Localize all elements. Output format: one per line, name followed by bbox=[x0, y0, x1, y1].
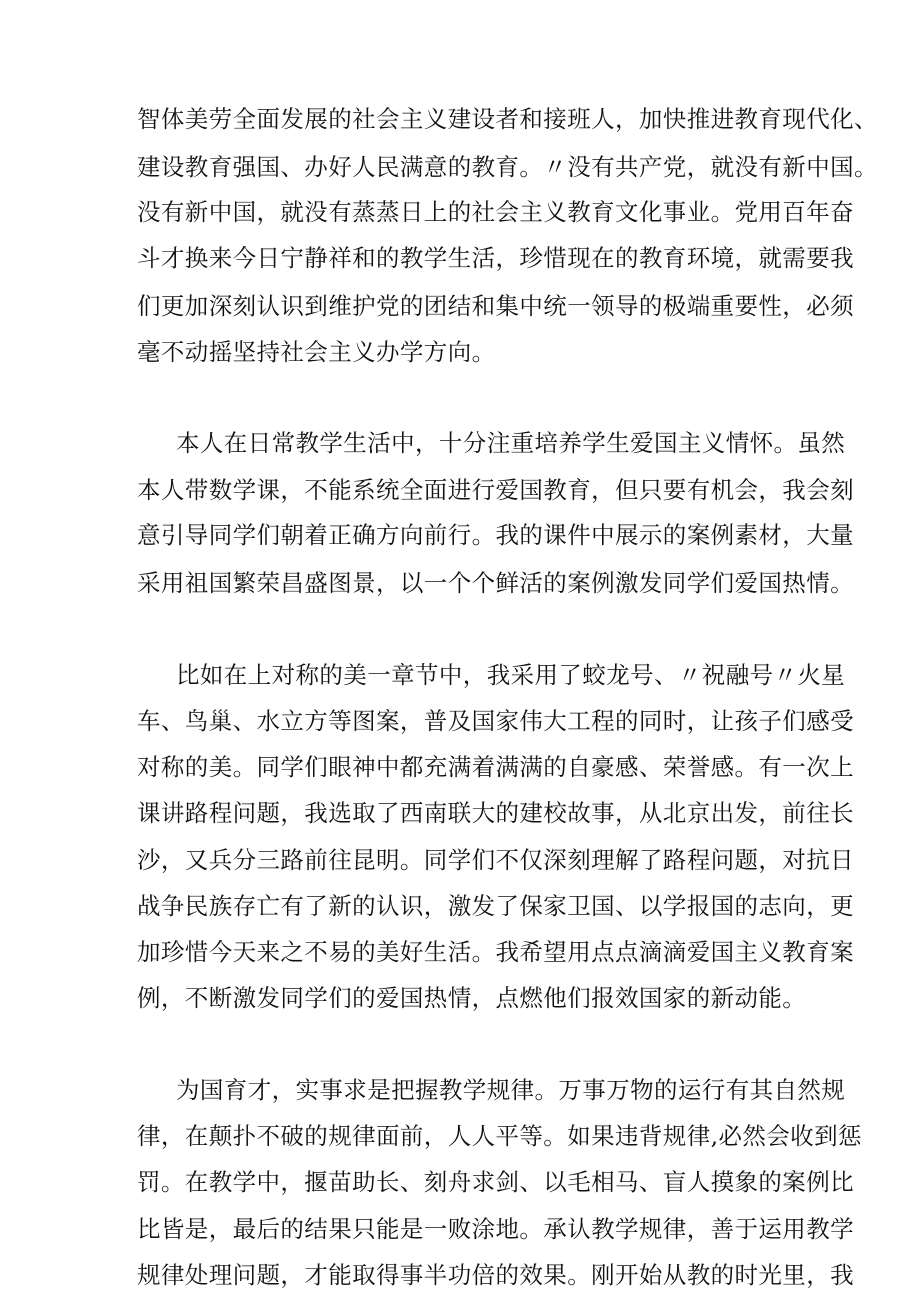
text-line: 沙，又兵分三路前往昆明。同学们不仅深刻理解了路程问题，对抗日 bbox=[137, 846, 854, 874]
text-line: 毫不动摇坚持社会主义办学方向。 bbox=[137, 338, 496, 366]
text-line: 们更加深刻认识到维护党的团结和集中统一领导的极端重要性，必须 bbox=[137, 292, 854, 320]
text-line: 例，不断激发同学们的爱国热情，点燃他们报效国家的新动能。 bbox=[137, 984, 807, 1012]
text-line: 对称的美。同学们眼神中都充满着满满的自豪感、荣誉感。有一次上 bbox=[137, 753, 854, 781]
text-line: 律，在颠扑不破的规律面前，人人平等。如果违背规律,必然会收到惩 bbox=[137, 1122, 862, 1150]
text-line: 没有新中国，就没有蒸蒸日上的社会主义教育文化事业。党用百年奋 bbox=[137, 198, 854, 226]
text-line: 规律处理问题，才能取得事半功倍的效果。刚开始从教的时光里，我 bbox=[137, 1261, 854, 1289]
text-line: 比皆是，最后的结果只能是一败涂地。承认教学规律，善于运用教学 bbox=[137, 1215, 854, 1243]
text-line: 采用祖国繁荣昌盛图景，以一个个鲜活的案例激发同学们爱国热情。 bbox=[137, 569, 854, 597]
text-line: 本人在日常教学生活中，十分注重培养学生爱国主义情怀。虽然 bbox=[176, 429, 846, 457]
text-line: 比如在上对称的美一章节中，我采用了蛟龙号、〃祝融号〃火星 bbox=[176, 661, 846, 689]
text-line: 车、鸟巢、水立方等图案，普及国家伟大工程的同时，让孩子们感受 bbox=[137, 707, 854, 735]
text-line: 本人带数学课，不能系统全面进行爱国教育，但只要有机会，我会刻 bbox=[137, 476, 854, 504]
text-line: 为国育才，实事求是把握教学规律。万事万物的运行有其自然规 bbox=[176, 1076, 846, 1104]
text-line: 意引导同学们朝着正确方向前行。我的课件中展示的案例素材，大量 bbox=[137, 521, 854, 549]
text-line: 建设教育强国、办好人民满意的教育。〃没有共产党，就没有新中国。 bbox=[137, 153, 878, 181]
text-line: 课讲路程问题，我选取了西南联大的建校故事，从北京出发，前往长 bbox=[137, 799, 854, 827]
text-line: 罚。在教学中，揠苗助长、刻舟求剑、以毛相马、盲人摸象的案例比 bbox=[137, 1168, 854, 1196]
text-line: 战争民族存亡有了新的认识，激发了保家卫国、以学报国的志向，更 bbox=[137, 892, 854, 920]
text-line: 加珍惜今天来之不易的美好生活。我希望用点点滴滴爱国主义教育案 bbox=[137, 938, 854, 966]
text-line: 智体美劳全面发展的社会主义建设者和接班人，加快推进教育现代化、 bbox=[137, 105, 878, 133]
text-line: 斗才换来今日宁静祥和的教学生活，珍惜现在的教育环境，就需要我 bbox=[137, 244, 854, 272]
